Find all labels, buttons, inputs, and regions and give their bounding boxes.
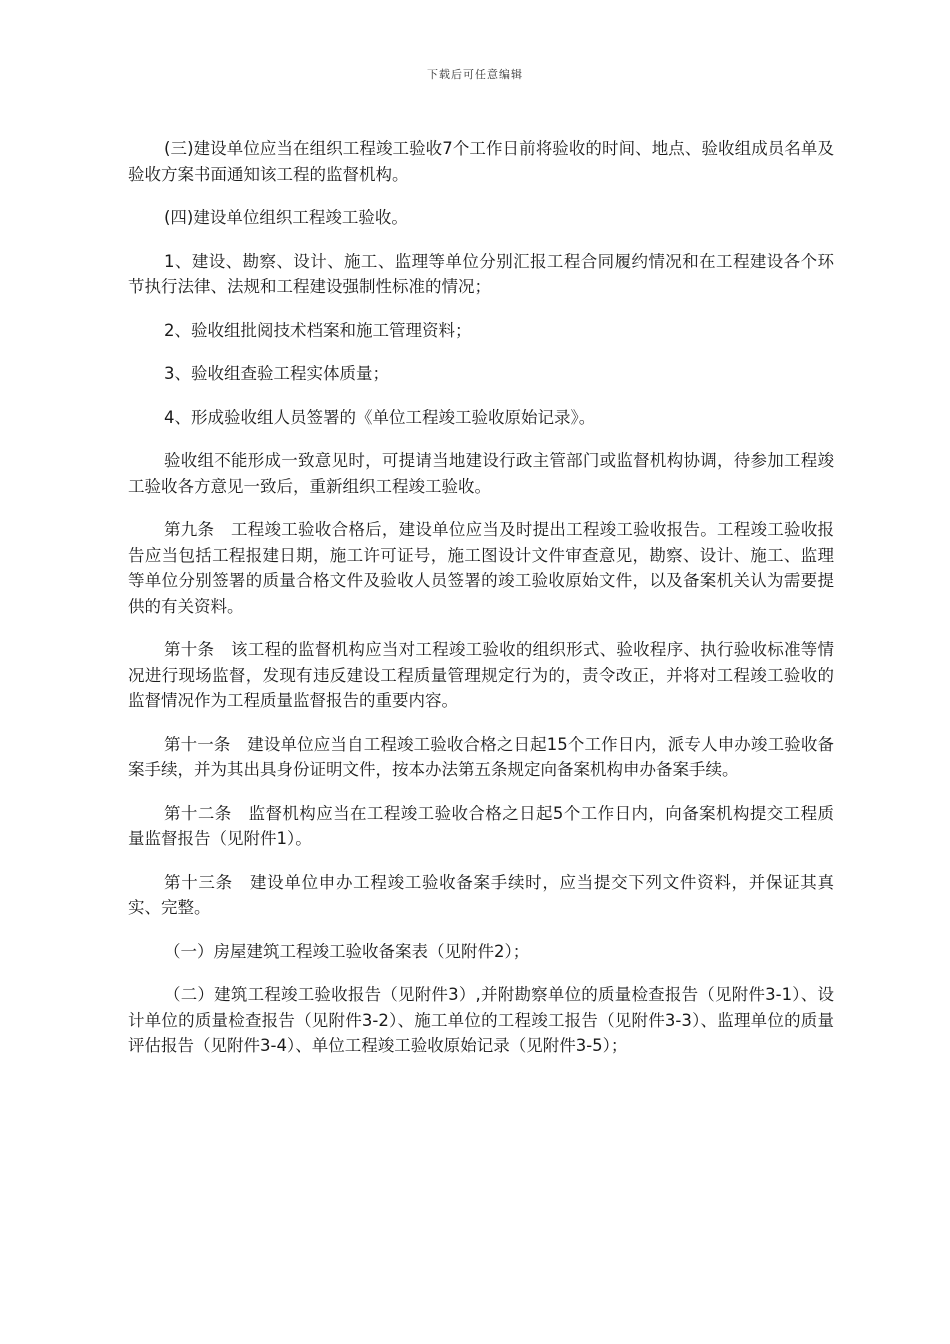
paragraph-article-12: 第十二条 监督机构应当在工程竣工验收合格之日起5个工作日内，向备案机构提交工程质量监督报告（见附件1）。: [128, 803, 834, 848]
paragraph-article-9: 第九条 工程竣工验收合格后，建设单位应当及时提出工程竣工验收报告。工程竣工验收报告应当包括工程报建日期，施工许可证号，施工图设计文件审查意见，勘察、设计、施工、监理等单位分别签署的质量合格文件及验收人员签署的竣工验收原始文件，以及备案机关认为需要提供的有关资料。: [128, 520, 834, 616]
paragraph-attachment-3: （二）建筑工程竣工验收报告（见附件3）,并附勘察单位的质量检查报告（见附件3-1）、设计单位的质量检查报告（见附件3-2）、施工单位的工程竣工报告（见附件3-3）、监理单位的质量评估报告（见附件3-4）、单位工程竣工验收原始记录（见附件3-5）；: [128, 985, 834, 1055]
paragraph-disagreement: 验收组不能形成一致意见时，可提请当地建设行政主管部门或监督机构协调，待参加工程竣工验收各方意见一致后，重新组织工程竣工验收。: [128, 451, 834, 496]
paragraph-article-13: 第十三条 建设单位申办工程竣工验收备案手续时，应当提交下列文件资料，并保证其真实、完整。: [128, 872, 834, 917]
paragraph-item-1: 1、建设、勘察、设计、施工、监理等单位分别汇报工程合同履约情况和在工程建设各个环节执行法律、法规和工程建设强制性标准的情况；: [128, 251, 834, 296]
paragraph-organize-acceptance: (四)建设单位组织工程竣工验收。: [164, 208, 408, 227]
paragraph-item-4: 4、形成验收组人员签署的《单位工程竣工验收原始记录》。: [164, 407, 596, 427]
paragraph-article-10: 第十条 该工程的监督机构应当对工程竣工验收的组织形式、验收程序、执行验收标准等情况进行现场监督，发现有违反建设工程质量管理规定行为的，责令改正，并将对工程竣工验收的监督情况作为工程质量监督报告的重要内容。: [128, 640, 834, 710]
paragraph-article-11: 第十一条 建设单位应当自工程竣工验收合格之日起15个工作日内，派专人申办竣工验收备案手续，并为其出具身份证明文件，按本办法第五条规定向备案机构申办备案手续。: [128, 734, 834, 779]
paragraph-attachment-2: （一）房屋建筑工程竣工验收备案表（见附件2）；: [164, 941, 530, 961]
paragraph-item-2: 2、验收组批阅技术档案和施工管理资料；: [164, 320, 472, 340]
paragraph-notify-supervision: (三)建设单位应当在组织工程竣工验收7个工作日前将验收的时间、地点、验收组成员名单及验收方案书面通知该工程的监督机构。: [128, 139, 834, 184]
page-header-note: 下载后可任意编辑: [427, 68, 523, 81]
document-body: [128, 136, 834, 1077]
paragraph-item-3: 3、验收组查验工程实体质量；: [164, 364, 389, 383]
